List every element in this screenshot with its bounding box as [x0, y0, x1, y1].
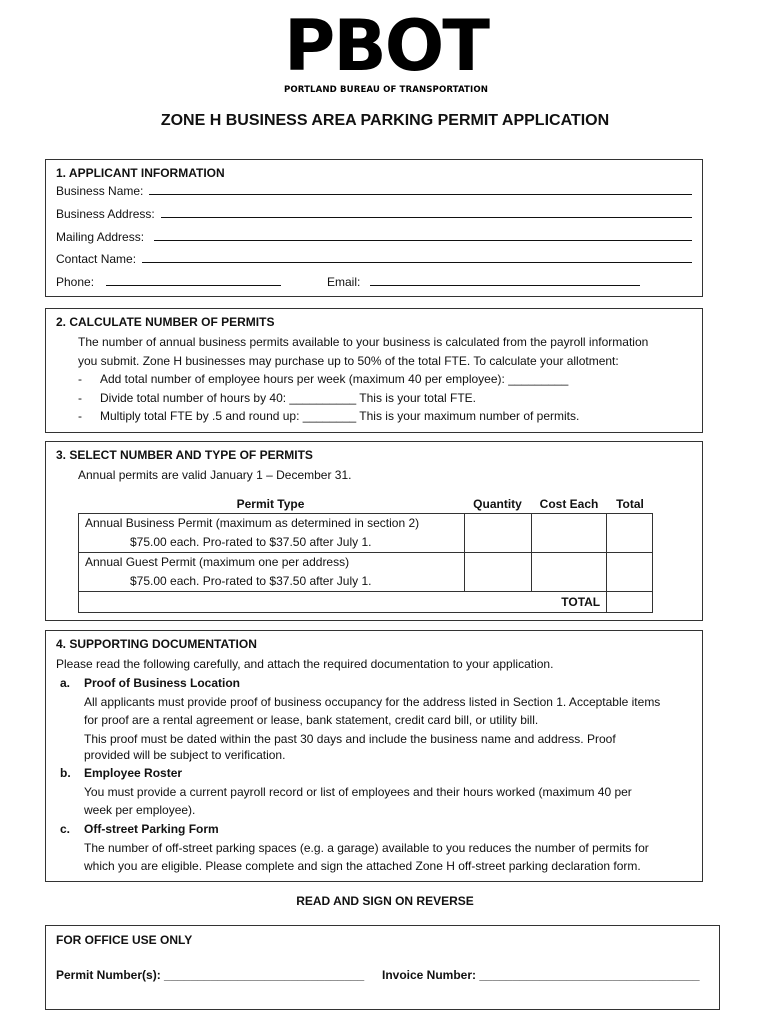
logo-wordmark: PBOT: [284, 5, 488, 87]
business-address-field[interactable]: [56, 207, 692, 221]
grand-total-cell[interactable]: [607, 592, 653, 613]
cost-each-cell[interactable]: [532, 514, 607, 553]
section-applicant-info: [45, 159, 703, 297]
doc-item-c: c. Off-street Parking Form The number of off-street parking spaces (e.g. a garage) available to you reduces the number of permits for which you are eligible. Please complete and sign the attached Zone H off-street parking declaration form.: [60, 822, 649, 873]
invoice-number-field[interactable]: Invoice Number: _________________________________: [382, 968, 700, 982]
document-title: ZONE H BUSINESS AREA PARKING PERMIT APPLICATION: [160, 112, 610, 129]
email-field[interactable]: [327, 275, 640, 289]
phone-label: Phone:: [56, 275, 95, 289]
permit-table: [78, 513, 653, 613]
doc-item-a: a. Proof of Business Location All applicants must provide proof of business occupancy for the address listed in Section 1. Acceptable items for proof are a rental agreement or lease, bank statement, credit card bill, or utility bill. This proof must be dated within the past 30 days and include the business name and address. Proof provided will be subject to verification.: [60, 676, 661, 762]
step-2: - Divide total number of hours by 40: __________ This is your total FTE.: [78, 390, 476, 405]
section-2-text: [78, 333, 648, 426]
quantity-cell[interactable]: [464, 553, 532, 592]
phone-field[interactable]: [56, 275, 281, 289]
section-4-heading: 4. SUPPORTING DOCUMENTATION: [56, 637, 257, 651]
para-line-1: The number of annual business permits available to your business is calculated from the payroll information: [78, 335, 649, 349]
business-address-label: Business Address:: [56, 207, 155, 221]
permit-numbers-field[interactable]: Permit Number(s): ______________________________: [56, 968, 365, 982]
validity-note: Annual permits are valid January 1 – December 31.: [78, 468, 352, 482]
permit-type-cell: Annual Guest Permit (maximum one per address) $75.00 each. Pro-rated to $37.50 after July 1.: [79, 553, 465, 592]
mailing-address-field[interactable]: [56, 230, 692, 244]
col-header-permit-type: Permit Type: [236, 497, 305, 511]
total-cell[interactable]: [607, 553, 653, 592]
total-cell[interactable]: [607, 514, 653, 553]
contact-name-field[interactable]: [56, 252, 692, 266]
step-3: - Multiply total FTE by .5 and round up: ________ This is your maximum number of permits.: [78, 409, 580, 423]
email-label: Email:: [327, 275, 361, 289]
business-name-field[interactable]: [56, 184, 692, 198]
para-line-2: you submit. Zone H businesses may purchase up to 50% of the total FTE. To calculate your allotment:: [78, 353, 619, 368]
agency-name: PORTLAND BUREAU OF TRANSPORTATION: [283, 85, 489, 95]
phone-line[interactable]: [106, 284, 281, 286]
office-use-heading: FOR OFFICE USE ONLY: [56, 933, 193, 947]
quantity-cell[interactable]: [464, 514, 532, 553]
doc-item-b: b. Employee Roster You must provide a current payroll record or list of employees and their hours worked (maximum 40 per week per employee).: [60, 766, 632, 817]
section-select-permits: [45, 441, 703, 621]
read-and-sign-note: READ AND SIGN ON REVERSE: [296, 894, 474, 908]
email-line[interactable]: [370, 284, 640, 286]
cost-each-cell[interactable]: [532, 553, 607, 592]
pbot-logo: [280, 5, 492, 95]
permit-type-cell: Annual Business Permit (maximum as determined in section 2) $75.00 each. Pro-rated to $37.50 after July 1.: [79, 514, 465, 553]
section-2-heading: 2. CALCULATE NUMBER OF PERMITS: [56, 315, 275, 329]
business-name-label: Business Name:: [56, 184, 144, 198]
total-label: TOTAL: [79, 592, 607, 613]
table-row: [79, 514, 653, 553]
col-header-cost-each: Cost Each: [539, 497, 599, 511]
table-row: [79, 592, 653, 613]
business-address-line[interactable]: [161, 216, 692, 218]
section-calculate-permits: [45, 308, 703, 433]
section-supporting-docs: [45, 630, 703, 882]
section-4-intro: Please read the following carefully, and attach the required documentation to your application.: [56, 657, 554, 671]
step-1: - Add total number of employee hours per week (maximum 40 per employee): _________: [78, 372, 569, 386]
office-use-box: [45, 925, 720, 1010]
mailing-address-label: Mailing Address:: [56, 230, 145, 244]
contact-name-line[interactable]: [142, 261, 692, 263]
section-1-heading: 1. APPLICANT INFORMATION: [56, 166, 225, 180]
contact-name-label: Contact Name:: [56, 252, 137, 266]
section-3-heading: 3. SELECT NUMBER AND TYPE OF PERMITS: [56, 448, 313, 462]
col-header-quantity: Quantity: [473, 497, 522, 511]
col-header-total: Total: [616, 497, 644, 511]
table-row: [79, 553, 653, 592]
mailing-address-line[interactable]: [154, 239, 692, 241]
business-name-line[interactable]: [149, 193, 692, 195]
